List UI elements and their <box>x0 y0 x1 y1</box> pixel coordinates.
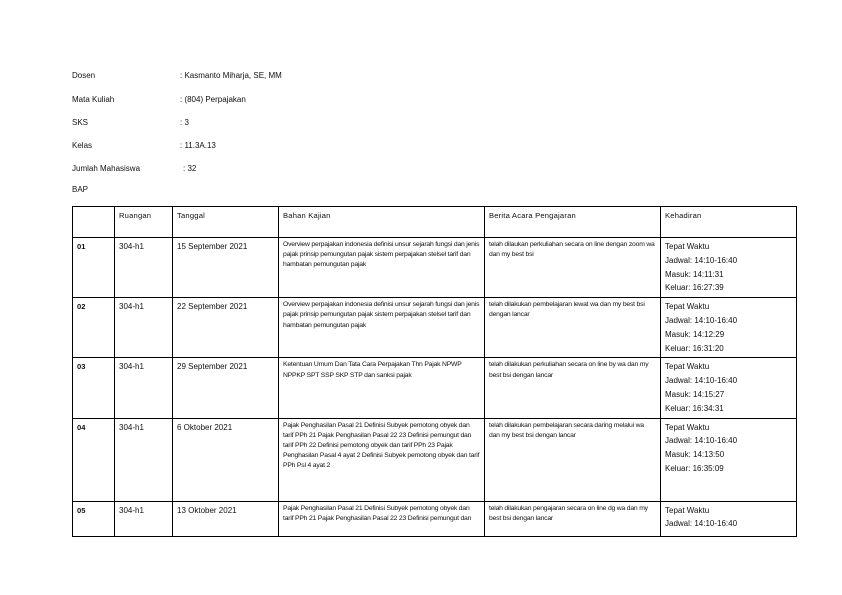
row-tanggal: 13 Oktober 2021 <box>173 501 279 536</box>
row-berita-acara: telah dilakukan pembelajaran secara daring melalui wa dan my best bsi dengan lancar <box>485 418 661 501</box>
row-number: 04 <box>73 418 115 501</box>
row-tanggal: 22 September 2021 <box>173 298 279 358</box>
row-bahan-kajian: Overview perpajakan indonesia definisi unsur sejarah fungsi dan jenis pajak prinsip pemungutan pajak sistem perpajakan stelsel tarif dan hambatan pemungutan pajak <box>279 238 485 298</box>
kehadiran-keluar: Keluar: 16:31:20 <box>665 343 724 353</box>
row-berita-acara: telah dilakukan pembelajaran lewat wa dan my best bsi dengan lancar <box>485 298 661 358</box>
kehadiran-status: Tepat Waktu <box>665 422 710 432</box>
kelas-value: : 11.3A.13 <box>180 141 216 150</box>
row-ruangan: 304-h1 <box>115 298 173 358</box>
table-row <box>73 418 797 501</box>
row-bahan-kajian: Ketentuan Umum Dan Tata Cara Perpajakan Thn Pajak NPWP NPPKP SPT SSP SKP STP dan sanksi pajak <box>279 358 485 418</box>
kehadiran-jadwal: Jadwal: 14:10-16:40 <box>665 255 738 265</box>
row-ruangan: 304-h1 <box>115 418 173 501</box>
kehadiran-keluar: Keluar: 16:34:31 <box>665 403 724 413</box>
kehadiran-status: Tepat Waktu <box>665 362 710 372</box>
jumlah-mahasiswa-label: Jumlah Mahasiswa <box>72 164 141 173</box>
header-no <box>73 207 115 238</box>
row-kehadiran <box>661 238 797 298</box>
header-bahan-kajian: Bahan Kajian <box>279 207 485 238</box>
kelas-label: Kelas <box>72 141 93 150</box>
kehadiran-jadwal: Jadwal: 14:10-16:40 <box>665 315 738 325</box>
table-row <box>73 358 797 418</box>
table-row <box>73 238 797 298</box>
row-bahan-kajian: Pajak Penghasilan Pasal 21 Definisi Subyek pemotong obyek dan tarif PPh 21 Pajak Penghasilan Pasal 22 23 Definisi pemungut dan <box>279 501 485 536</box>
dosen-label: Dosen <box>72 71 96 80</box>
jumlah-mahasiswa-value: : 32 <box>183 164 197 173</box>
kehadiran-masuk: Masuk: 14:15:27 <box>665 389 725 399</box>
mata-kuliah-label: Mata Kuliah <box>72 95 115 104</box>
table-row <box>73 298 797 358</box>
kehadiran-jadwal: Jadwal: 14:10-16:40 <box>665 436 738 446</box>
header-ruangan: Ruangan <box>115 207 173 238</box>
kehadiran-masuk: Masuk: 14:12:29 <box>665 329 725 339</box>
header-kehadiran: Kehadiran <box>661 207 797 238</box>
row-number: 01 <box>73 238 115 298</box>
row-kehadiran <box>661 418 797 501</box>
bap-label: BAP <box>72 185 89 194</box>
row-kehadiran <box>661 298 797 358</box>
row-tanggal: 29 September 2021 <box>173 358 279 418</box>
mata-kuliah-value: : (804) Perpajakan <box>180 95 246 104</box>
row-bahan-kajian: Overview perpajakan indonesia definisi unsur sejarah fungsi dan jenis pajak prinsip pemungutan pajak sistem perpajakan stelsel tarif dan hambatan pemungutan pajak <box>279 298 485 358</box>
row-number: 03 <box>73 358 115 418</box>
table-row <box>73 501 797 536</box>
row-ruangan: 304-h1 <box>115 501 173 536</box>
kehadiran-masuk: Masuk: 14:13:50 <box>665 450 725 460</box>
row-bahan-kajian: Pajak Penghasilan Pasal 21 Definisi Subyek pemotong obyek dan tarif PPh 21 Pajak Penghasilan Pasal 22 23 Definisi pemungut dan tarif PPh 22 Definisi pemotong obyek dan tarif PPh 23 Pajak Penghasilan Pasal 4 ayat 2 Definisi Subyek pemotong obyek dan tarif PPh Psl 4 ayat 2 <box>279 418 485 501</box>
kehadiran-status: Tepat Waktu <box>665 242 710 251</box>
dosen-value: : Kasmanto Miharja, SE, MM <box>180 71 282 80</box>
row-tanggal: 15 September 2021 <box>173 238 279 298</box>
kehadiran-status: Tepat Waktu <box>665 302 710 312</box>
kehadiran-jadwal: Jadwal: 14:10-16:40 <box>665 519 738 529</box>
row-kehadiran <box>661 501 797 536</box>
row-ruangan: 304-h1 <box>115 358 173 418</box>
bap-table <box>72 206 797 537</box>
row-berita-acara: telah dilakukan pengajaran secara on line dg wa dan my best bsi dengan lancar <box>485 501 661 536</box>
kehadiran-keluar: Keluar: 16:35:09 <box>665 463 724 473</box>
header-berita-acara: Berita Acara Pengajaran <box>485 207 661 238</box>
header-tanggal: Tanggal <box>173 207 279 238</box>
sks-label: SKS <box>72 118 89 127</box>
kehadiran-masuk: Masuk: 14:11:31 <box>665 269 724 279</box>
sks-value: : 3 <box>180 118 189 127</box>
row-berita-acara: telah dilakukan perkuliahan secara on line by wa dan my best bsi dengan lancar <box>485 358 661 418</box>
row-tanggal: 6 Oktober 2021 <box>173 418 279 501</box>
row-ruangan: 304-h1 <box>115 238 173 298</box>
table-header-row <box>73 207 797 238</box>
row-kehadiran <box>661 358 797 418</box>
row-berita-acara: telah dilaukan perkuliahan secara on line dengan zoom wa dan my best bsi <box>485 238 661 298</box>
row-number: 02 <box>73 298 115 358</box>
kehadiran-status: Tepat Waktu <box>665 505 710 515</box>
kehadiran-jadwal: Jadwal: 14:10-16:40 <box>665 376 738 386</box>
kehadiran-keluar: Keluar: 16:27:39 <box>665 283 724 293</box>
row-number: 05 <box>73 501 115 536</box>
